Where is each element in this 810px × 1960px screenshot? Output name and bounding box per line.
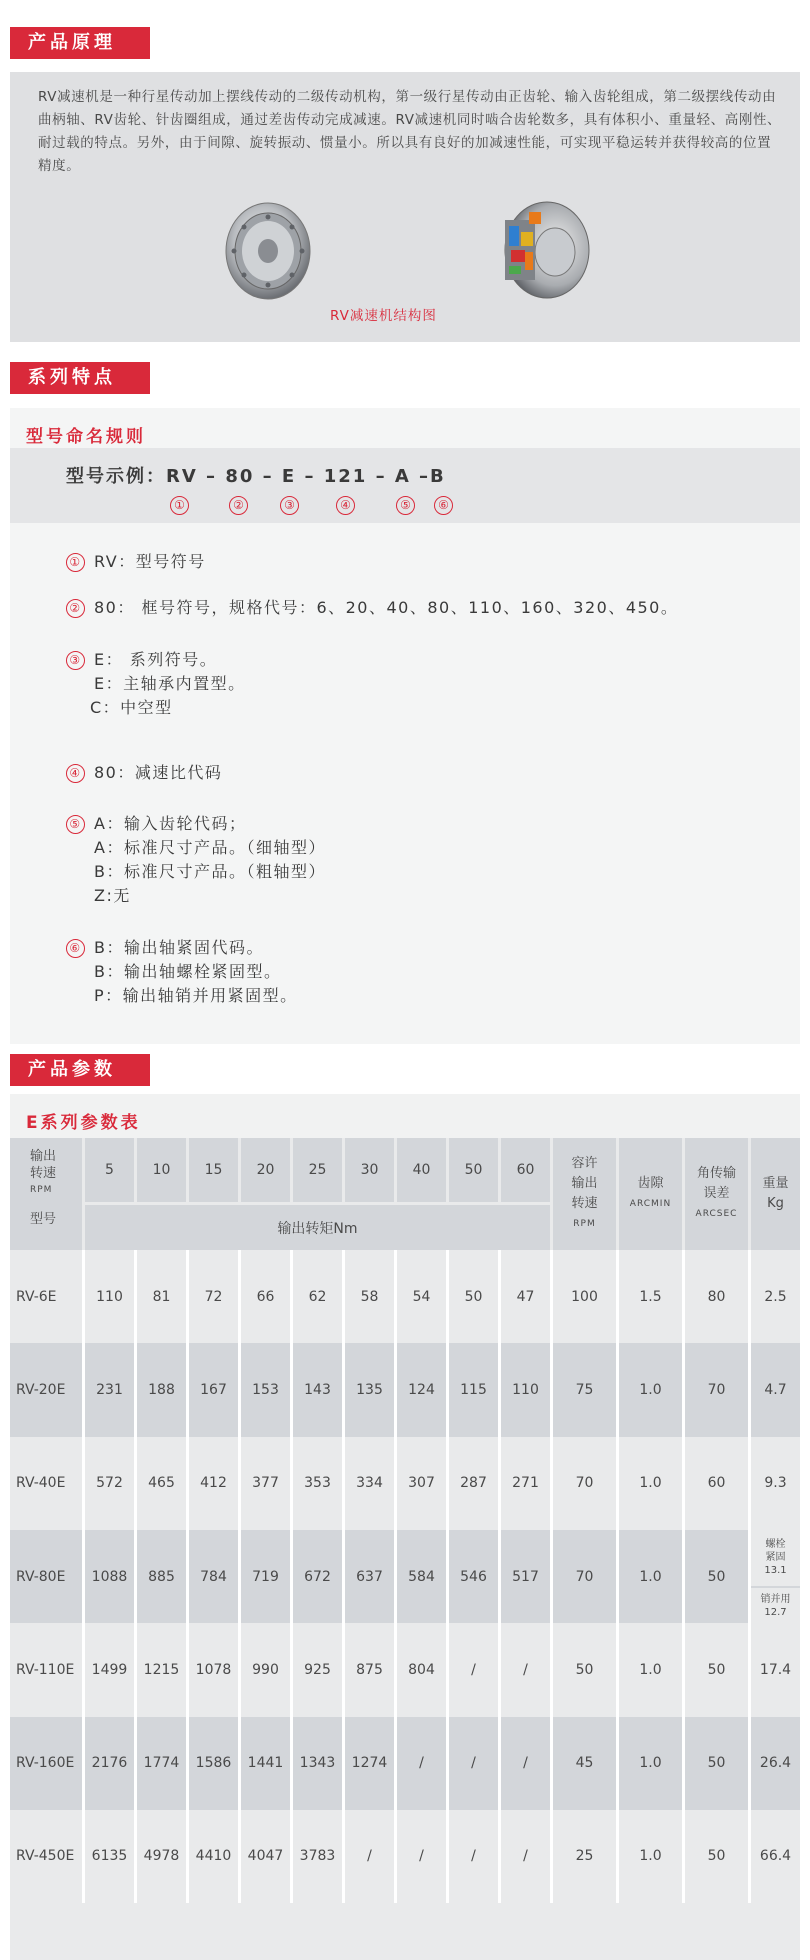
cell-torque: 1078: [195, 1661, 232, 1678]
cell-torque: 81: [152, 1288, 171, 1305]
rule-item-3: [66, 648, 246, 720]
cell-torque: 167: [200, 1381, 227, 1398]
cell-torque: 672: [304, 1568, 331, 1585]
header-speed: 60: [501, 1138, 550, 1202]
cell-torque: /: [523, 1661, 528, 1678]
cell-model: RV-80E: [16, 1568, 66, 1585]
header-weight: [751, 1138, 800, 1250]
cell-allowable-speed: 45: [575, 1755, 594, 1772]
cell-torque: 572: [96, 1475, 123, 1492]
cell-torque: 188: [148, 1381, 175, 1398]
features-panel: [10, 408, 800, 1044]
cell-model: RV-110E: [16, 1661, 75, 1678]
cell-torque: 1586: [195, 1755, 232, 1772]
principle-panel: [10, 72, 800, 342]
example-marker-5: ⑤: [396, 496, 415, 515]
cell-torque: /: [471, 1848, 476, 1865]
cell-torque: 1343: [299, 1755, 336, 1772]
column-divider: [550, 1250, 553, 1903]
rv-structure-cutaway: [485, 192, 595, 304]
rule-line: 80： 框号符号，规格代号：6、20、40、80、110、160、320、450。: [94, 598, 679, 617]
cell-torque: 62: [308, 1288, 327, 1305]
rule-line: Z:无: [94, 886, 131, 905]
column-divider: [134, 1250, 137, 1903]
cell-allowable-speed: 75: [575, 1381, 594, 1398]
model-example-bar: [10, 448, 800, 523]
example-marker-1: ①: [170, 496, 189, 515]
cell-torque: 110: [96, 1288, 123, 1305]
header-angle-error: [685, 1138, 748, 1250]
rule-item-4: [66, 761, 222, 785]
cell-weight: 66.4: [759, 1848, 792, 1865]
structure-caption: RV减速机结构图: [330, 308, 437, 324]
cell-torque: 3783: [299, 1848, 336, 1865]
cell-torque: 1499: [91, 1661, 128, 1678]
cell-torque: 875: [356, 1661, 383, 1678]
cell-allowable-speed: 100: [571, 1288, 598, 1305]
rule-line: A：输入齿轮代码；: [94, 814, 247, 833]
cell-torque: 584: [408, 1568, 435, 1585]
header-backlash-label: 齿隙: [637, 1176, 664, 1191]
cell-angle-error: 60: [707, 1475, 726, 1492]
cell-backlash: 1.0: [639, 1475, 662, 1492]
example-marker-3: ③: [280, 496, 299, 515]
cell-torque: 804: [408, 1661, 435, 1678]
header-speed-unit: RPM: [30, 1185, 53, 1195]
cell-weight: 26.4: [759, 1755, 792, 1772]
column-divider: [342, 1250, 345, 1903]
rule-line: B：标准尺寸产品。（粗轴型）: [94, 862, 326, 881]
header-speed: 50: [449, 1138, 498, 1202]
cell-torque: /: [419, 1848, 424, 1865]
cell-torque: 990: [252, 1661, 279, 1678]
cell-torque: 334: [356, 1475, 383, 1492]
rule-line: E：主轴承内置型。: [94, 674, 246, 693]
header-angle-label-1: 角传输: [696, 1166, 736, 1181]
cell-torque: 143: [304, 1381, 331, 1398]
cell-torque: 287: [460, 1475, 487, 1492]
cell-torque: 4410: [195, 1848, 232, 1865]
cell-angle-error: 80: [707, 1288, 726, 1305]
cell-angle-error: 50: [707, 1848, 726, 1865]
column-divider: [616, 1250, 619, 1903]
header-speed: 5: [85, 1138, 134, 1202]
cell-allowable-speed: 25: [575, 1848, 594, 1865]
column-divider: [394, 1250, 397, 1903]
cell-torque: 110: [512, 1381, 539, 1398]
cell-torque: 719: [252, 1568, 279, 1585]
header-weight-label: 重量: [762, 1176, 789, 1191]
cell-torque: 135: [356, 1381, 383, 1398]
cell-weight: 17.4: [759, 1661, 792, 1678]
cell-torque: 1441: [247, 1755, 284, 1772]
column-divider: [446, 1250, 449, 1903]
example-marker-4: ④: [336, 496, 355, 515]
cell-torque: 271: [512, 1475, 539, 1492]
header-speed: 30: [345, 1138, 394, 1202]
header-allow-label-1: 容许: [571, 1156, 598, 1171]
cell-allowable-speed: 70: [575, 1475, 594, 1492]
cell-torque: 1215: [143, 1661, 180, 1678]
column-divider: [748, 1250, 751, 1903]
header-angle-unit: ARCSEC: [695, 1209, 738, 1219]
cell-weight-pin: 销并用 12.7: [751, 1588, 800, 1623]
cell-torque: /: [471, 1661, 476, 1678]
cell-torque: 4047: [247, 1848, 284, 1865]
column-divider: [682, 1250, 685, 1903]
header-allow-unit: RPM: [573, 1219, 596, 1229]
cell-angle-error: 50: [707, 1661, 726, 1678]
cell-model: RV-20E: [16, 1381, 66, 1398]
cell-torque: /: [523, 1848, 528, 1865]
cell-torque: 6135: [91, 1848, 128, 1865]
cell-model: RV-40E: [16, 1475, 66, 1492]
cell-torque: /: [419, 1755, 424, 1772]
cell-torque: 50: [464, 1288, 483, 1305]
cell-torque: 124: [408, 1381, 435, 1398]
cell-torque: 465: [148, 1475, 175, 1492]
rule-item-1: [66, 550, 206, 574]
example-marker-2: ②: [229, 496, 248, 515]
header-allowable-speed: [553, 1138, 616, 1250]
header-torque-label: 输出转矩Nm: [85, 1205, 550, 1250]
cell-torque: 153: [252, 1381, 279, 1398]
header-speed: 20: [241, 1138, 290, 1202]
header-speed: 10: [137, 1138, 186, 1202]
section-heading-params: 产品参数: [10, 1054, 150, 1086]
column-divider: [82, 1250, 85, 1903]
cell-torque: 885: [148, 1568, 175, 1585]
table-title: E系列参数表: [26, 1113, 141, 1133]
cell-torque: 115: [460, 1381, 487, 1398]
cell-torque: 1088: [91, 1568, 128, 1585]
rule-line: P：输出轴销并用紧固型。: [94, 986, 298, 1005]
cell-torque: /: [523, 1755, 528, 1772]
naming-rules-title: 型号命名规则: [26, 427, 146, 447]
cell-backlash: 1.0: [639, 1661, 662, 1678]
cell-torque: 72: [204, 1288, 223, 1305]
principle-description: RV减速机是一种行星传动加上摆线传动的二级传动机构，第一级行星传动由正齿轮、输入齿轮组成，第二级摆线传动由曲柄轴、RV齿轮、针齿圈组成，通过差齿传动完成减速。RV减速机同时啮合齿轮数多，具有体积小、重量轻、高刚性、耐过载的特点。另外，由于间隙、旋转振动、惯量小。所以具有良好的加减速性能，可实现平稳运转并获得较高的位置精度。: [38, 89, 782, 174]
rule-marker-2: ②: [66, 599, 85, 618]
header-model-label: 型号: [30, 1212, 57, 1227]
cell-torque: 412: [200, 1475, 227, 1492]
cell-allowable-speed: 70: [575, 1568, 594, 1585]
rule-line: C：中空型: [90, 698, 173, 717]
section-heading-principle: 产品原理: [10, 27, 150, 59]
model-example: 型号示例：RV – 80 – E – 121 – A –B: [66, 466, 446, 487]
cell-torque: 54: [412, 1288, 431, 1305]
rule-item-2: [66, 596, 678, 620]
cell-torque: 2176: [91, 1755, 128, 1772]
rule-marker-6: ⑥: [66, 939, 85, 958]
example-marker-6: ⑥: [434, 496, 453, 515]
cell-weight: 9.3: [764, 1475, 787, 1492]
header-backlash: [619, 1138, 682, 1250]
cell-torque: 231: [96, 1381, 123, 1398]
cell-backlash: 1.0: [639, 1848, 662, 1865]
header-allow-label-2: 输出: [571, 1176, 598, 1191]
section-heading-features: 系列特点: [10, 362, 150, 394]
rule-line: RV：型号符号: [94, 552, 206, 571]
header-angle-label-2: 误差: [703, 1186, 730, 1201]
cell-weight-bolt: 螺栓 紧固 13.1: [751, 1530, 800, 1586]
cell-torque: 307: [408, 1475, 435, 1492]
cell-backlash: 1.5: [639, 1288, 662, 1305]
rule-line: E： 系列符号。: [94, 650, 218, 669]
params-panel: [10, 1094, 800, 1960]
column-divider: [238, 1250, 241, 1903]
cell-backlash: 1.0: [639, 1568, 662, 1585]
cell-torque: 925: [304, 1661, 331, 1678]
cell-angle-error: 50: [707, 1755, 726, 1772]
cell-torque: 47: [516, 1288, 535, 1305]
header-weight-unit: Kg: [767, 1196, 784, 1211]
cell-torque: /: [471, 1755, 476, 1772]
cell-torque: 637: [356, 1568, 383, 1585]
rule-marker-1: ①: [66, 553, 85, 572]
rule-line: B：输出轴紧固代码。: [94, 938, 264, 957]
cell-torque: 66: [256, 1288, 275, 1305]
column-divider: [290, 1250, 293, 1903]
rule-item-6: [66, 936, 298, 1008]
cell-torque: 58: [360, 1288, 379, 1305]
cell-torque: 4978: [143, 1848, 180, 1865]
cell-backlash: 1.0: [639, 1755, 662, 1772]
header-speed-label-1: 输出: [30, 1149, 57, 1164]
rule-item-5: [66, 812, 326, 908]
rule-line: 80：减速比代码: [94, 763, 223, 782]
cell-model: RV-160E: [16, 1755, 75, 1772]
rule-line: A：标准尺寸产品。（细轴型）: [94, 838, 326, 857]
cell-model: RV-450E: [16, 1848, 75, 1865]
header-speed: 40: [397, 1138, 446, 1202]
header-speed: 15: [189, 1138, 238, 1202]
cell-model: RV-6E: [16, 1288, 57, 1305]
rule-marker-5: ⑤: [66, 815, 85, 834]
cell-torque: /: [367, 1848, 372, 1865]
column-divider: [186, 1250, 189, 1903]
cell-angle-error: 70: [707, 1381, 726, 1398]
rule-marker-3: ③: [66, 651, 85, 670]
rule-marker-4: ④: [66, 764, 85, 783]
cell-weight: 4.7: [764, 1381, 787, 1398]
header-speed-label-2: 转速: [30, 1166, 57, 1181]
header-speed: 25: [293, 1138, 342, 1202]
cell-allowable-speed: 50: [575, 1661, 594, 1678]
rule-line: B：输出轴螺栓紧固型。: [94, 962, 282, 981]
cell-torque: 517: [512, 1568, 539, 1585]
cell-angle-error: 50: [707, 1568, 726, 1585]
cell-torque: 784: [200, 1568, 227, 1585]
cell-weight: 2.5: [764, 1288, 787, 1305]
cell-torque: 353: [304, 1475, 331, 1492]
rv-reducer-photo: [218, 197, 318, 305]
cell-backlash: 1.0: [639, 1381, 662, 1398]
cell-torque: 1274: [351, 1755, 388, 1772]
header-backlash-unit: ARCMIN: [629, 1199, 672, 1209]
header-allow-label-3: 转速: [571, 1196, 598, 1211]
cell-torque: 377: [252, 1475, 279, 1492]
column-divider: [498, 1250, 501, 1903]
cell-torque: 1774: [143, 1755, 180, 1772]
header-speed-model: [10, 1138, 82, 1250]
cell-torque: 546: [460, 1568, 487, 1585]
